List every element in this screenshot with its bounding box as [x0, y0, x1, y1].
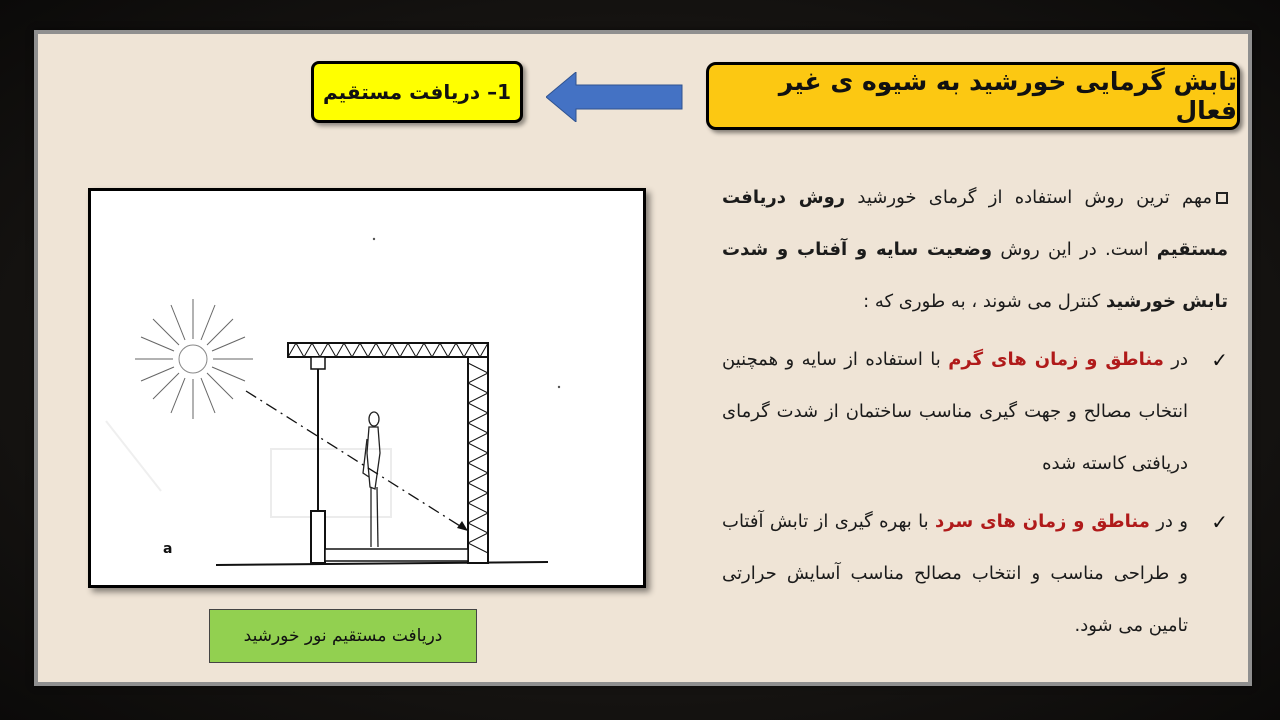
body-text — [722, 172, 1228, 652]
intro-text-1: مهم ترین روش استفاده از گرمای خورشید — [845, 187, 1212, 208]
slide-title: تابش گرمایی خورشید به شیوه ی غیر فعال — [706, 62, 1240, 130]
sunlight-diagram — [88, 188, 646, 588]
diagram-drawing — [91, 191, 643, 585]
check-mark-icon: ✓ — [1211, 510, 1228, 534]
item-text-pre: در — [1163, 349, 1188, 370]
item-text-pre: و در — [1149, 511, 1188, 532]
intro-paragraph — [722, 172, 1228, 328]
list-item-cold — [722, 496, 1228, 652]
intro-text-2: است. در این روش — [992, 239, 1157, 260]
item-text-post: با استفاده از سایه و همچنین انتخاب مصالح و جهت گیری مناسب ساختمان از شدت گرمای دریافتی کاسته شده — [722, 349, 1188, 474]
left-arrow-icon — [546, 72, 686, 122]
intro-bold-2: وضعیت سایه و آفتاب و شدت تابش خورشید — [722, 239, 1228, 312]
sun-icon — [135, 299, 253, 419]
square-bullet-icon — [1216, 192, 1228, 204]
person-figure — [363, 412, 380, 547]
intro-text-3: کنترل می شوند ، به طوری که : — [863, 291, 1106, 312]
item-text-post: با بهره گیری از تابش آفتاب و طراحی مناسب و انتخاب مصالح مناسب آسایش حرارتی تامین می شود. — [722, 511, 1188, 636]
item-highlight: مناطق و زمان های سرد — [935, 511, 1150, 532]
list-item-hot — [722, 334, 1228, 490]
slide — [34, 30, 1252, 686]
figure-label: a — [163, 541, 173, 557]
check-mark-icon: ✓ — [1211, 348, 1228, 372]
item-highlight: مناطق و زمان های گرم — [948, 349, 1164, 370]
intro-bold-1: روش دریافت مستقیم — [722, 187, 1228, 260]
figure-caption: دریافت مستقیم نور خورشید — [209, 609, 477, 663]
subtitle-box: 1– دریافت مستقیم — [311, 61, 523, 123]
